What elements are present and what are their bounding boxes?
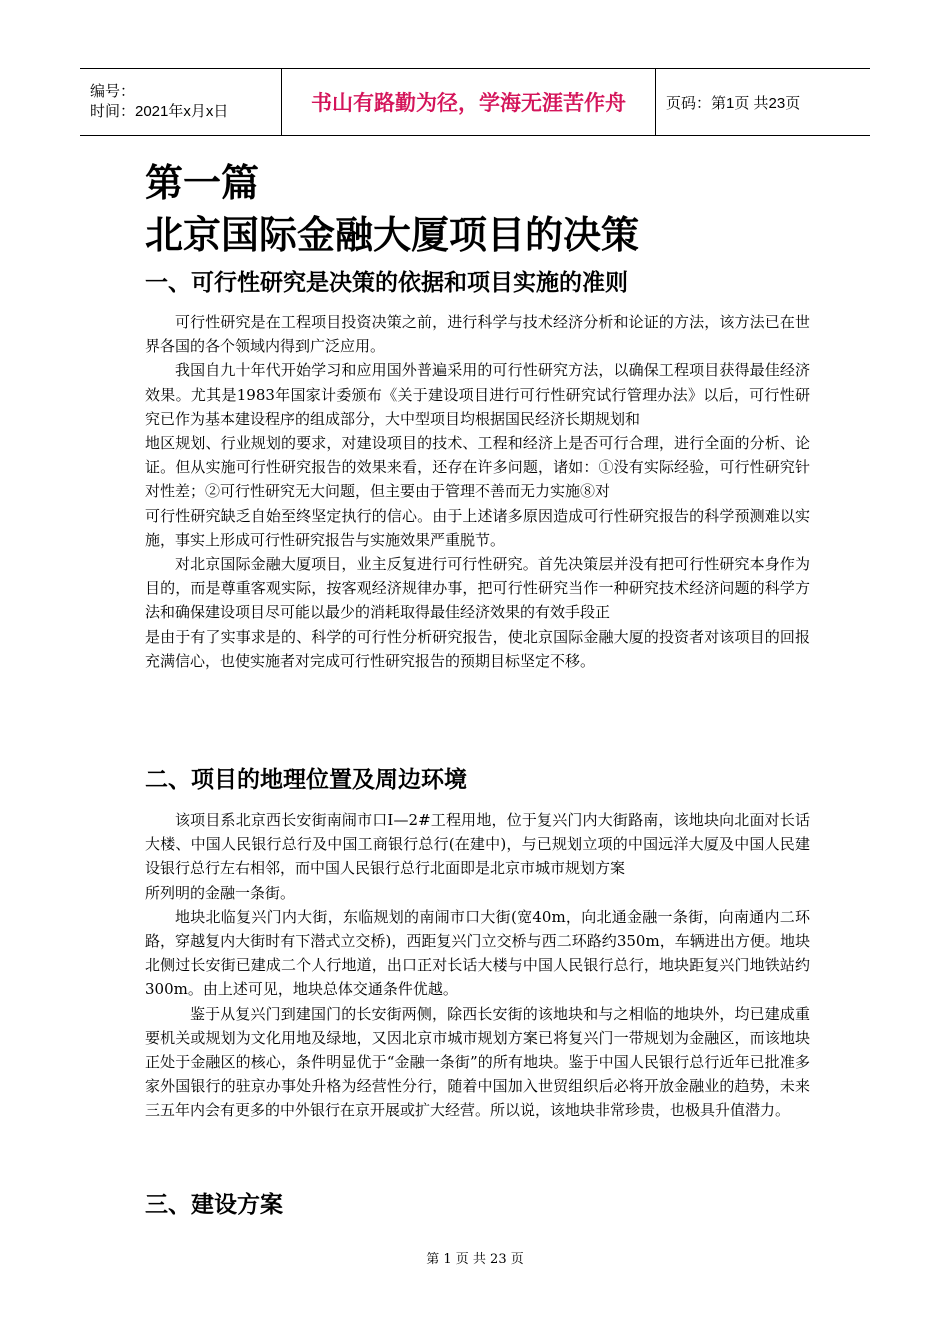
paragraph: 可行性研究缺乏自始至终坚定执行的信心。由于上述诸多原因造成可行性研究报告的科学预测难以实施，事实上形成可行性研究报告与实施效果严重脱节。 bbox=[145, 506, 810, 549]
paragraph: 可行性研究是在工程项目投资决策之前，进行科学与技术经济分析和论证的方法，该方法已在世界各国的各个领域内得到广泛应用。 bbox=[145, 313, 810, 356]
paragraph: 对北京国际金融大厦项目，业主反复进行可行性研究。首先决策层并没有把可行性研究本身作为目的，而是尊重客观实际，按客观经济规律办事，把可行性研究当作一种研究技术经济问题的科学方法和确保建设项目尽可能以最少的消耗取得最佳经济效果的有效手段正 bbox=[145, 555, 810, 622]
paragraph: 地区规划、行业规划的要求，对建设项目的技术、工程和经济上是否可行合理，进行全面的分析、论证。但从实施可行性研究报告的效果来看，还存在许多问题，诸如：①没有实际经验，可行性研究针对性差；②可行性研究无大问题，但主要由于管理不善而无力实施⑧对 bbox=[145, 434, 810, 501]
paragraph: 所列明的金融一条街。 bbox=[145, 883, 296, 902]
document-title: 北京国际金融大厦项目的决策 bbox=[145, 213, 640, 257]
chapter-title: 第一篇 bbox=[145, 161, 260, 205]
page-footer: 第 1 页 共 23 页 bbox=[426, 1252, 524, 1267]
paragraph: 该项目系北京西长安街南闹市口Ⅰ—2#工程用地，位于复兴门内大街路南，该地块向北面对长话大楼、中国人民银行总行及中国工商银行总行(在建中)，与已规划立项的中国远洋大厦及中国人民建设银行总行左右相邻，而中国人民银行总行北面即是北京市城市规划方案 bbox=[145, 811, 810, 878]
header-meta bbox=[80, 69, 282, 135]
page-header bbox=[80, 68, 870, 136]
section-1-body bbox=[145, 310, 810, 673]
document-date: 时间：2021年x月x日 bbox=[90, 103, 229, 120]
header-page-info: 页码：第1页 共23页 bbox=[666, 94, 801, 112]
paragraph: 地块北临复兴门内大街，东临规划的南闹市口大街(宽40m，向北通金融一条街，向南通内二环路，穿越复内大街时有下潜式立交桥)，西距复兴门立交桥与西二环路约350m，车辆进出方便。地块北侧过长安街已建成二个人行地道，出口正对长话大楼与中国人民银行总行，地块距复兴门地铁站约300m。由上述可见，地块总体交通条件优越。 bbox=[145, 907, 810, 999]
document-number: 编号： bbox=[90, 83, 136, 100]
section-2-body bbox=[145, 808, 810, 1123]
section-heading-2: 二、项目的地理位置及周边环境 bbox=[145, 767, 467, 793]
section-heading-1: 一、可行性研究是决策的依据和项目实施的准则 bbox=[145, 270, 628, 296]
section-heading-3: 三、建设方案 bbox=[145, 1192, 283, 1218]
paragraph: 鉴于从复兴门到建国门的长安街两侧，除西长安街的该地块和与之相临的地块外，均已建成重要机关或规划为文化用地及绿地，又因北京市城市规划方案已将复兴门一带规划为金融区，而该地块正处于金融区的核心，条件明显优于“金融一条街”的所有地块。鉴于中国人民银行总行近年已批准多家外国银行的驻京办事处升格为经营性分行，随着中国加入世贸组织后必将开放金融业的趋势，未来三五年内会有更多的中外银行在京开展或扩大经营。所以说，该地块非常珍贵，也极具升值潜力。 bbox=[145, 1004, 810, 1120]
paragraph: 是由于有了实事求是的、科学的可行性分析研究报告，使北京国际金融大厦的投资者对该项目的回报充满信心，也使实施者对完成可行性研究报告的预期目标坚定不移。 bbox=[145, 627, 810, 670]
paragraph: 我国自九十年代开始学习和应用国外普遍采用的可行性研究方法，以确保工程项目获得最佳经济效果。尤其是1983年国家计委颁布《关于建设项目进行可行性研究试行管理办法》以后，可行性研究已作为基本建设程序的组成部分，大中型项目均根据国民经济长期规划和 bbox=[145, 361, 810, 428]
header-motto: 书山有路勤为径，学海无涯苦作舟 bbox=[282, 69, 656, 135]
